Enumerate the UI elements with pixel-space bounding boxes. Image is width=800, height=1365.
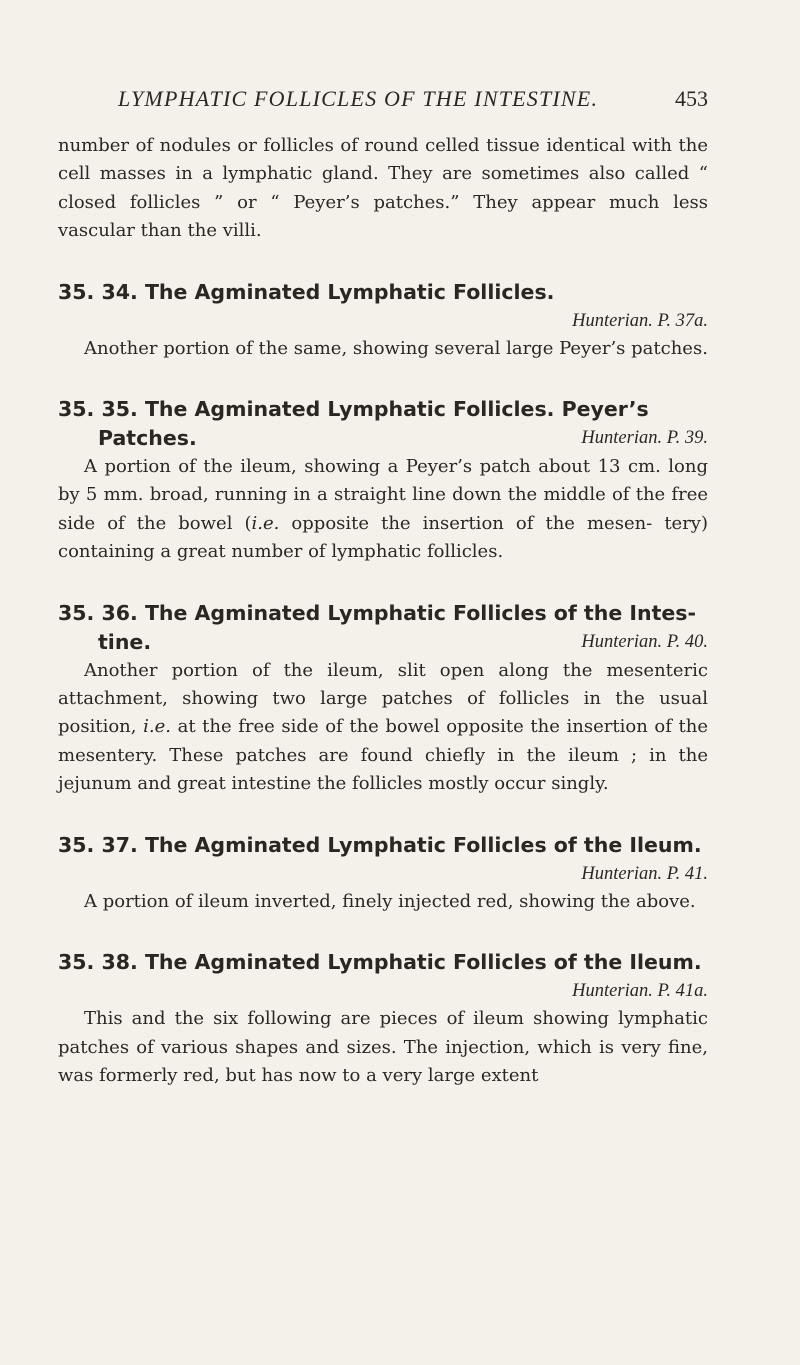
entry-heading [58,395,708,424]
page-number: 453 [675,86,708,111]
intro-paragraph: number of nodules or follicles of round celled tissue identical with the cell masses in a lymphatic gland. They are sometimes also called “ closed follicles ” or “ Peyer’s patches.” They appear much less vascular than the villi. [58,135,708,242]
entry-subnumber: 34. [101,279,138,304]
entry-title: The Agminated Lymphatic Follicles of the Ileum. [144,832,702,857]
entry-title-cont: tine. [98,629,152,654]
entry-subnumber: 36. [101,600,138,625]
entry-title: The Agminated Lymphatic Follicles. [144,279,555,304]
entry-description: A portion of ileum inverted, finely injected red, showing the above. [84,890,696,912]
description-abbrev: i.e. [143,716,171,738]
entry-number: 35. [58,279,95,304]
entry-subnumber: 35. [101,397,138,422]
entry-title: The Agminated Lymphatic Follicles of the Intes- [144,600,697,625]
entry-title: The Agminated Lymphatic Follicles. Peyer’s [144,397,649,422]
entry-reference: Hunterian. P. 41. [581,863,708,884]
entry-description: Another portion of the same, showing several large Peyer’s patches. [84,337,708,359]
description-text: A portion of the ileum, showing a Peyer’s patch about 13 cm. long by 5 mm. broad, running in a straight line down the middle of the free side of the bowel ( [58,456,708,534]
entry-number: 35. [58,397,95,422]
running-head [118,86,708,116]
description-text: Another portion of the ileum, slit open along the mesenteric attachment, showing two large patches of follicles in the usual position, [58,659,708,738]
body-text [58,132,708,1090]
entry-number: 35. [58,832,95,857]
running-title: LYMPHATIC FOLLICLES OF THE INTESTINE. [118,86,599,111]
description-text: at the free side of the bowel opposite the insertion of the mesentery. These patches are found chiefly in the ileum ; in the jejunum and great intestine the follicles mostly occur singly. [58,716,708,795]
entry-description [58,657,708,799]
catalogue-entry-35-36 [58,599,708,799]
catalogue-entry-35-37 [58,831,708,916]
entry-heading [58,599,708,628]
entry-reference: Hunterian. P. 37a. [572,310,708,331]
entry-description: This and the six following are pieces of ileum showing lymphatic patches of various shapes and sizes. The injection, which is very fine, was formerly red, but has now to a very large extent [58,1008,708,1086]
entry-title-cont: Patches. [98,426,197,451]
description-abbrev: i.e. [251,512,280,534]
entry-number: 35. [58,600,95,625]
entry-heading [58,831,708,860]
entry-heading [58,948,708,977]
catalogue-entry-35-35 [58,395,708,567]
entry-subnumber: 38. [101,950,138,975]
entry-title: The Agminated Lymphatic Follicles of the Ileum. [144,950,702,975]
entry-reference: Hunterian. P. 40. [581,631,708,652]
catalogue-entry-35-34 [58,278,708,363]
description-text: opposite the insertion of the mesen- tery) containing a great number of lymphatic follicles. [58,512,708,563]
entry-heading-continuation [58,628,708,657]
entry-reference: Hunterian. P. 41a. [572,981,708,1002]
entry-heading [58,278,708,307]
entry-subnumber: 37. [101,832,138,857]
entry-heading-continuation [58,424,708,453]
entry-description [58,453,708,567]
entry-number: 35. [58,950,95,975]
catalogue-entry-35-38 [58,948,708,1090]
entry-reference: Hunterian. P. 39. [581,428,708,449]
